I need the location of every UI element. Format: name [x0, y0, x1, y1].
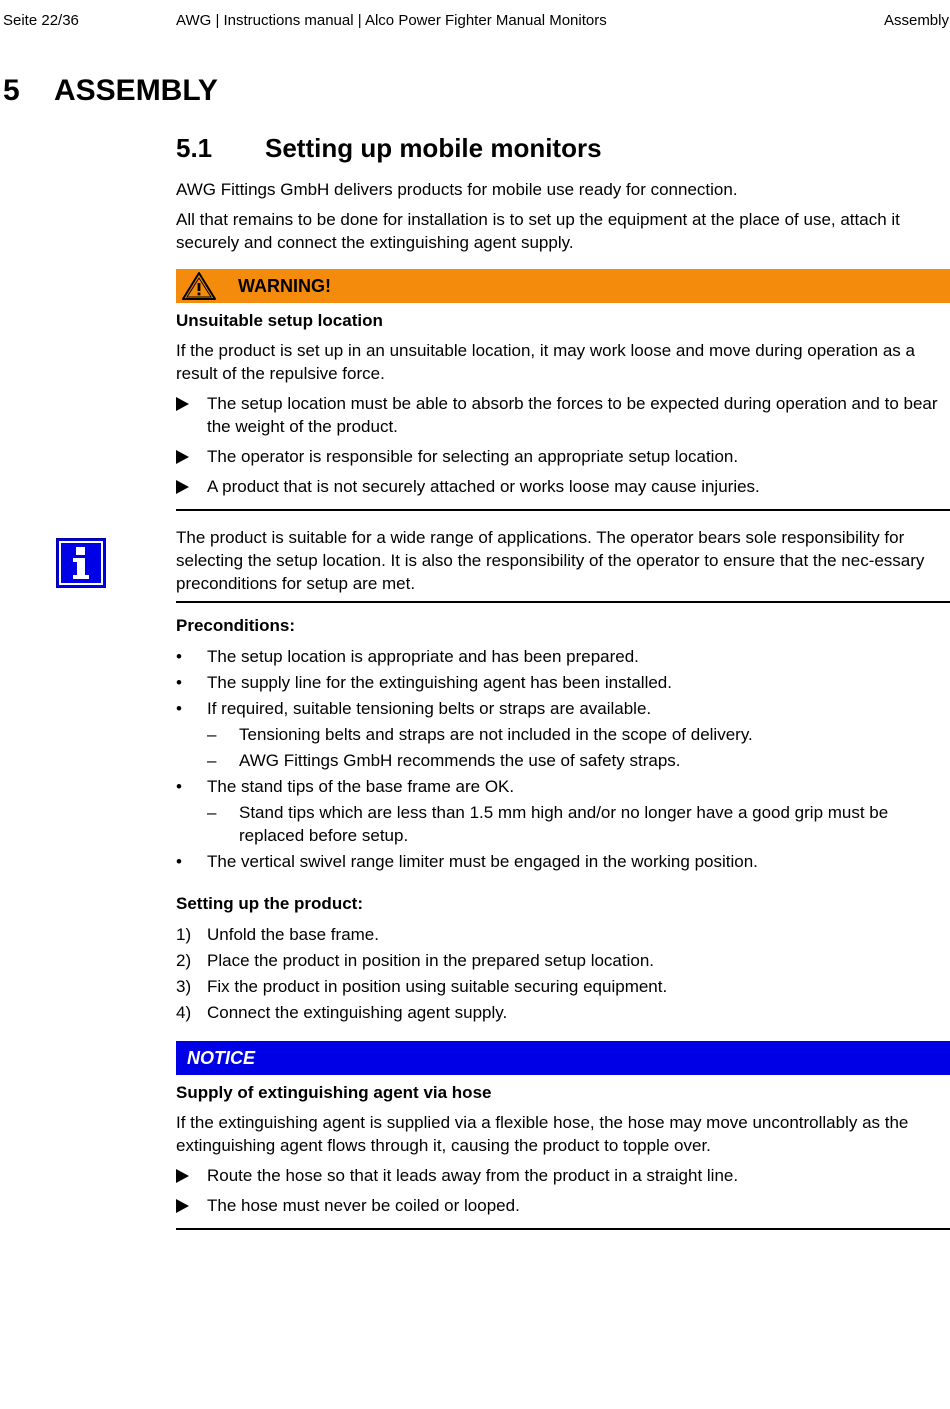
bullet-marker: • [176, 647, 182, 666]
notice-box [176, 1081, 950, 1230]
chapter-title: ASSEMBLY [54, 74, 218, 107]
preconditions-list [176, 645, 950, 873]
intro-paragraph: All that remains to be done for installation is to set up the equipment at the place of use, attach it securely and connect the extinguishing agent supply. [176, 210, 900, 252]
instruction-item: A product that is not securely attached or works loose may cause injuries. [176, 475, 950, 498]
dash-marker: – [207, 803, 217, 822]
sub-list-item: – AWG Fittings GmbH recommends the use of safety straps. [207, 751, 681, 770]
instruction-item: Route the hose so that it leads away from the product in a straight line. [176, 1164, 950, 1187]
list-item: • The setup location is appropriate and has been prepared. [176, 647, 639, 666]
bullet-marker: • [176, 852, 182, 871]
warning-text: If the product is set up in an unsuitable location, it may work loose and move during operation as a result of the repulsive force. [176, 341, 915, 383]
setup-steps [176, 923, 950, 1024]
arrow-icon [176, 450, 189, 464]
section-name: Assembly [883, 12, 949, 29]
chapter-heading [3, 73, 218, 109]
info-icon [56, 538, 106, 588]
section-heading [176, 131, 950, 165]
notice-title: Supply of extinguishing agent via hose [176, 1083, 492, 1102]
info-box [176, 520, 950, 603]
bullet-marker: • [176, 777, 182, 796]
notice-instructions [176, 1164, 950, 1217]
warning-title: Unsuitable setup location [176, 311, 383, 330]
section-number: 5.1 [176, 133, 213, 163]
arrow-icon [176, 1199, 189, 1213]
section-title: Setting up mobile monitors [265, 133, 602, 163]
instruction-item: The hose must never be coiled or looped. [176, 1194, 950, 1217]
info-text: The product is suitable for a wide range of applications. The operator bears sole responsibility for selecting the setup location. It is also the responsibility of the operator to ensure that the nec-essary preconditions for setup are met. [176, 520, 950, 603]
step-item: 1) Unfold the base frame. [176, 925, 379, 944]
sub-list-item: – Tensioning belts and straps are not included in the scope of delivery. [207, 725, 753, 744]
page-header [0, 9, 950, 29]
sub-list [207, 801, 950, 847]
warning-bar [176, 269, 950, 303]
instruction-item: The operator is responsible for selecting an appropriate setup location. [176, 445, 950, 468]
step-number: 4) [176, 1003, 192, 1022]
warning-box [176, 309, 950, 511]
list-item: • The stand tips of the base frame are OK. – Stand tips which are less than 1.5 mm high and/or no longer have a good grip must be replaced before setup. [176, 775, 950, 847]
arrow-icon [176, 480, 189, 494]
step-item: 3) Fix the product in position using suitable securing equipment. [176, 977, 668, 996]
instruction-item: The setup location must be able to absorb the forces to be expected during operation and to bear the weight of the product. [176, 392, 950, 438]
list-item: • The supply line for the extinguishing agent has been installed. [176, 673, 672, 692]
main-content [176, 131, 950, 1230]
step-item: 4) Connect the extinguishing agent supply. [176, 1003, 508, 1022]
notice-text: If the extinguishing agent is supplied via a flexible hose, the hose may move uncontrollably as the extinguishing agent flows through it, causing the product to topple over. [176, 1113, 909, 1155]
warning-label: WARNING! [238, 275, 331, 296]
chapter-number: 5 [3, 74, 20, 107]
dash-marker: – [207, 751, 217, 770]
dash-marker: – [207, 725, 217, 744]
step-number: 3) [176, 977, 192, 996]
warning-triangle-icon [181, 271, 221, 301]
arrow-icon [176, 397, 189, 411]
intro-paragraph: AWG Fittings GmbH delivers products for mobile use ready for connection. [176, 180, 738, 199]
sub-list [207, 723, 950, 772]
list-item: • The vertical swivel range limiter must be engaged in the working position. [176, 852, 758, 871]
bullet-marker: • [176, 699, 182, 718]
step-number: 2) [176, 951, 192, 970]
preconditions-title: Preconditions: [176, 616, 296, 635]
list-item: • If required, suitable tensioning belts or straps are available. – Tensioning belts and straps are not included in the scope of delivery. – AWG Fittings GmbH recommends the use of safety straps. [176, 697, 950, 772]
sub-list-item: – Stand tips which are less than 1.5 mm high and/or no longer have a good grip must be replaced before setup. [207, 803, 889, 845]
step-item: 2) Place the product in position in the prepared setup location. [176, 951, 655, 970]
setup-title: Setting up the product: [176, 894, 363, 913]
notice-label: NOTICE [187, 1047, 256, 1068]
notice-bar [176, 1041, 950, 1075]
page-number: Seite 22/36 [3, 12, 79, 29]
document-title: AWG | Instructions manual | Alco Power Fighter Manual Monitors [176, 12, 607, 29]
step-number: 1) [176, 925, 192, 944]
warning-instructions [176, 392, 950, 498]
bullet-marker: • [176, 673, 182, 692]
arrow-icon [176, 1169, 189, 1183]
